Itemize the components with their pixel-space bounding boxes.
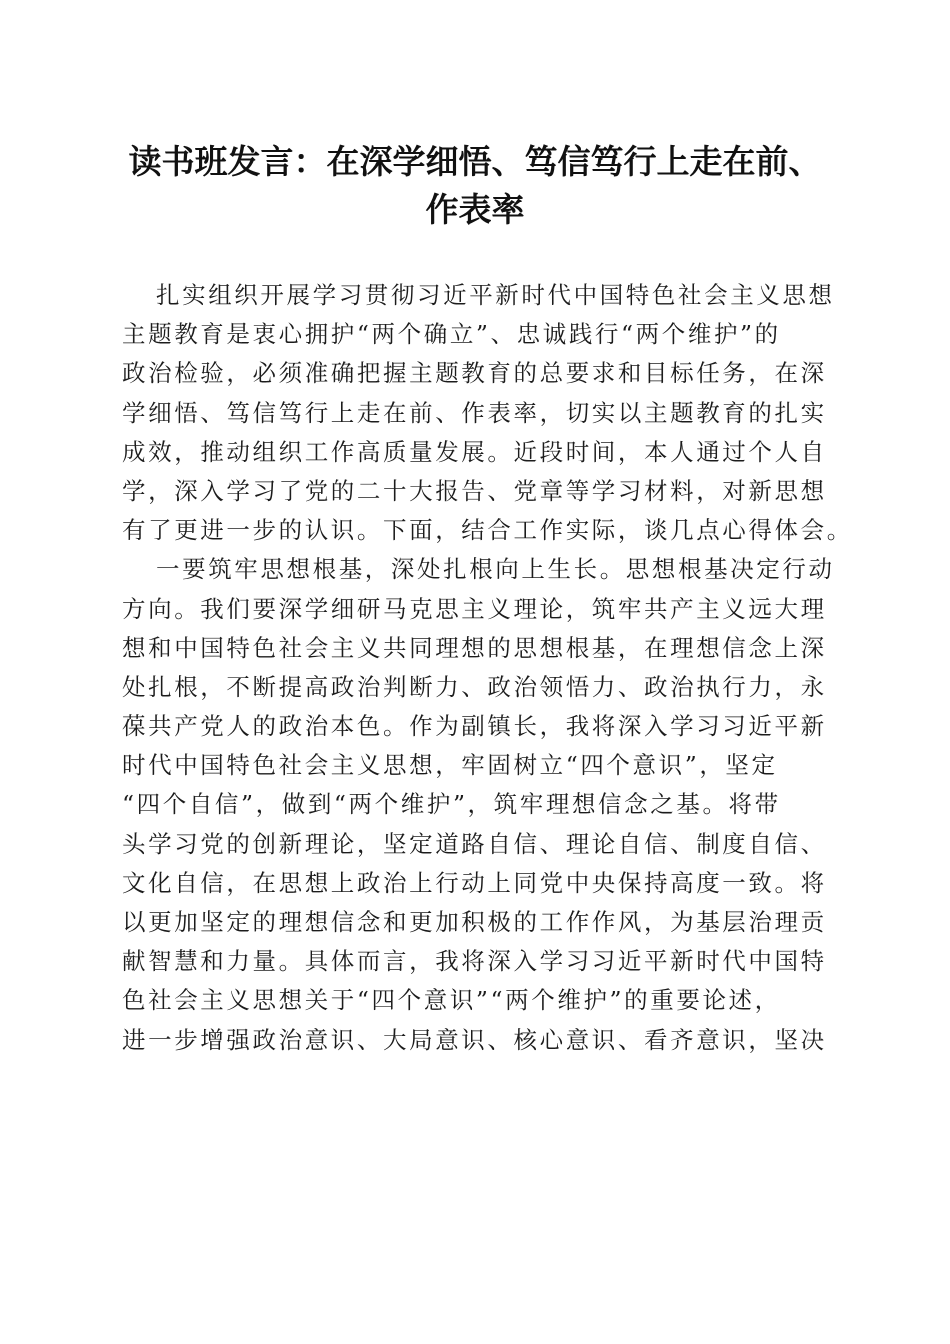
- paragraph-line: 进一步增强政治意识、大局意识、核心意识、看齐意识，坚决: [122, 1025, 827, 1054]
- paragraph-line: 扎实组织开展学习贯彻习近平新时代中国特色社会主义思想: [156, 281, 835, 309]
- document-body: [122, 276, 853, 1060]
- paragraph-line: 时代中国特色社会主义思想，牢固树立“四个意识”，坚定: [122, 751, 778, 780]
- paragraph-line: 文化自信，在思想上政治上行动上同党中央保持高度一致。将: [122, 868, 827, 897]
- paragraph-line: 色社会主义思想关于“四个意识”“两个维护”的重要论述，: [122, 986, 781, 1015]
- paragraph-line: 想和中国特色社会主义共同理想的思想根基，在理想信念上深: [122, 633, 827, 662]
- paragraph-line: 政治检验，必须准确把握主题教育的总要求和目标任务，在深: [122, 359, 827, 388]
- paragraph-line: 主题教育是衷心拥护“两个确立”、忠诚践行“两个维护”的: [122, 320, 781, 349]
- paragraph-line: 献智慧和力量。具体而言，我将深入学习习近平新时代中国特: [122, 947, 827, 976]
- paragraph-2: [122, 550, 835, 1059]
- paragraph-line: 头学习党的创新理论，坚定道路自信、理论自信、制度自信、: [122, 829, 827, 858]
- paragraph-line: 葆共产党人的政治本色。作为副镇长，我将深入学习习近平新: [122, 712, 827, 741]
- paragraph-line: 处扎根，不断提高政治判断力、政治领悟力、政治执行力，永: [122, 672, 827, 701]
- paragraph-line: 有了更进一步的认识。下面，结合工作实际，谈几点心得体会。: [122, 516, 853, 545]
- paragraph-line: “四个自信”，做到“两个维护”，筑牢理想信念之基。将带: [122, 790, 781, 819]
- document-title: [100, 138, 850, 234]
- paragraph-1: [122, 276, 853, 550]
- paragraph-line: 一要筑牢思想根基，深处扎根向上生长。思想根基决定行动: [156, 555, 835, 584]
- paragraph-line: 学，深入学习了党的二十大报告、党章等学习材料，对新思想: [122, 476, 827, 505]
- paragraph-line: 以更加坚定的理想信念和更加积极的工作作风，为基层治理贡: [122, 908, 827, 936]
- paragraph-line: 方向。我们要深学细研马克思主义理论，筑牢共产主义远大理: [122, 594, 827, 623]
- paragraph-line: 成效，推动组织工作高质量发展。近段时间，本人通过个人自: [122, 437, 827, 466]
- paragraph-line: 学细悟、笃信笃行上走在前、作表率，切实以主题教育的扎实: [122, 398, 827, 427]
- title-line-1: 读书班发言：在深学细悟、笃信笃行上走在前、: [128, 142, 822, 181]
- title-line-2: 作表率: [425, 190, 525, 229]
